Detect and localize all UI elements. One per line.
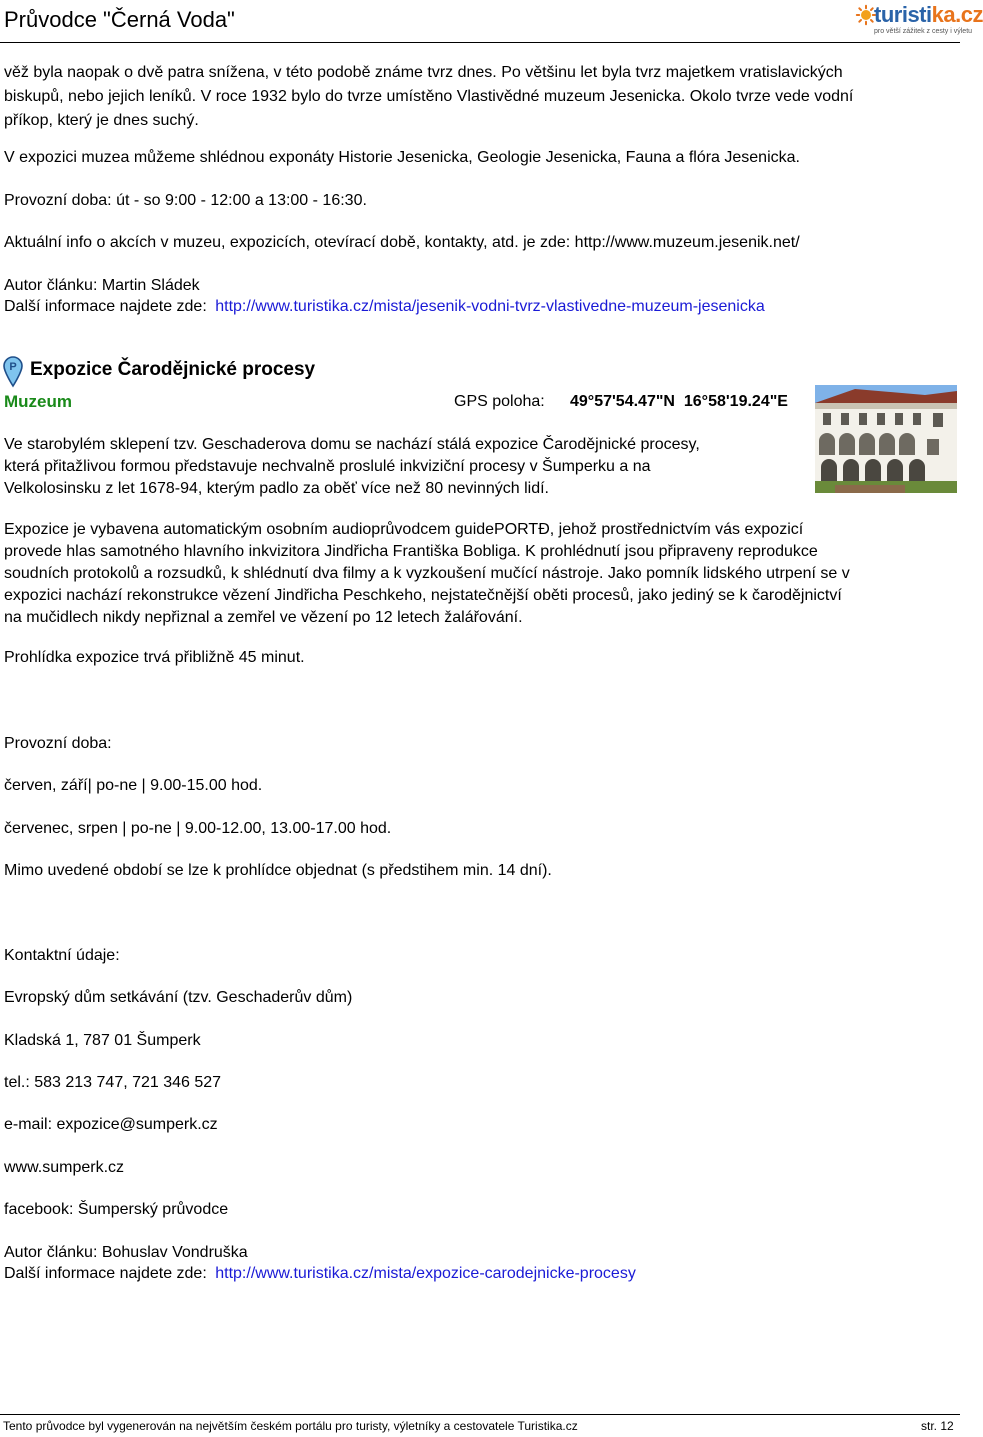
exhibits-paragraph: V expozici muzea můžeme shlédnou exponáty Historie Jesenicka, Geologie Jesenicka, Fauna a flóra Jesenicka. — [4, 149, 800, 166]
footer-note: Tento průvodce byl vygenerován na největším českém portálu pro turisty, výletníky a cestovatele Turistika.cz — [3, 1419, 578, 1433]
text-line: expozici nachází rekonstrukce vězení Jindřicha Peschkeho, nejstatečnější oběti procesů, jako jediný se k čarodějnictví — [4, 587, 842, 604]
opening-hours-paragraph: Provozní doba: út - so 9:00 - 12:00 a 13:00 - 16:30. — [4, 192, 367, 209]
text-line: Expozice je vybavena automatickým osobním audioprůvodcem guidePORTĐ, jehož prostřednictvím vás expozicí — [4, 521, 804, 538]
contact-facebook: facebook: Šumperský průvodce — [4, 1201, 229, 1218]
contact-heading: Kontaktní údaje: — [4, 947, 120, 964]
text-line: soudních protokolů a rozsudků, k shlédnutí dva filmy a k vyzkoušení mučící nástroje. Jako pomník lidského utrpení se v — [4, 565, 850, 582]
hours-row: červen, září| po-ne | 9.00-15.00 hod. — [4, 777, 263, 794]
text-line: biskupů, nebo jejich leníků. V roce 1932 bylo do tvrze umístěno Vlastivědné muzeum Jesenicka. Okolo tvrze vede vodní — [4, 88, 854, 105]
gps-latitude: 49°57'54.47"N — [570, 393, 675, 410]
gps-coordinates — [570, 391, 810, 413]
building-arcade-photo — [815, 385, 957, 493]
more-info-link[interactable]: http://www.turistika.cz/mista/expozice-carodejnicke-procesy — [215, 1265, 636, 1282]
text-line: Ve starobylém sklepení tzv. Geschaderova domu se nachází stálá expozice Čarodějnické procesy, — [4, 436, 700, 453]
contact-name: Evropský dům setkávání (tzv. Geschaderův dům) — [4, 989, 353, 1006]
logo-word-part1: turisti — [874, 2, 932, 27]
map-pin-icon — [2, 355, 24, 387]
text-line: Velkolosinsku z let 1678-94, kterým padlo za oběť více než 80 nevinných lidí. — [4, 480, 549, 497]
text-line: věž byla naopak o dvě patra snížena, v této podobě známe tvrz dnes. Po většinu let byla tvrz majetkem vratislavických — [4, 64, 843, 81]
gps-longitude: 16°58'19.24"E — [683, 393, 788, 410]
text-line: na mučidlech nikdy nepřiznal a zemřel ve vězení po 12 letech žalářování. — [4, 609, 523, 626]
poi-category: Muzeum — [4, 392, 72, 411]
hours-row: červenec, srpen | po-ne | 9.00-12.00, 13.00-17.00 hod. — [4, 820, 392, 837]
contact-email: e-mail: expozice@sumperk.cz — [4, 1116, 218, 1133]
text-line: provede hlas samotného hlavního inkvizitora Jindřicha Františka Bobliga. K prohlédnutí jsou připraveny reprodukce — [4, 543, 818, 560]
more-info-label: Další informace najdete zde: — [4, 298, 207, 315]
hours-note: Mimo uvedené období se lze k prohlídce objednat (s předstihem min. 14 dní). — [4, 862, 552, 879]
logo-word-part2: ka.cz — [931, 2, 983, 27]
text-line: příkop, který je dnes suchý. — [4, 112, 199, 129]
intro-paragraph — [4, 62, 853, 132]
sun-logo-icon — [856, 5, 876, 25]
logo-wordmark — [874, 2, 983, 28]
text-line: která přitažlivou formou představuje nechvalně proslulé inkviziční procesy v Šumperku a na — [4, 458, 651, 475]
more-info-label: Další informace najdete zde: — [4, 1265, 207, 1282]
more-info-row — [4, 296, 765, 318]
gps-label: GPS poloha: — [454, 393, 545, 410]
poi-exposition — [4, 519, 954, 629]
more-info-row — [4, 1263, 636, 1285]
map-pin-letter: P — [9, 361, 17, 373]
contact-web: www.sumperk.cz — [4, 1159, 125, 1176]
contact-address: Kladská 1, 787 01 Šumperk — [4, 1032, 201, 1049]
article-author: Autor článku: Bohuslav Vondruška — [4, 1244, 248, 1261]
article-author: Autor článku: Martin Sládek — [4, 277, 200, 294]
document-title: Průvodce "Černá Voda" — [4, 7, 235, 32]
poi-title: Expozice Čarodějnické procesy — [30, 359, 316, 380]
turistika-logo[interactable] — [856, 2, 983, 39]
contact-phone: tel.: 583 213 747, 721 346 527 — [4, 1074, 222, 1091]
info-paragraph: Aktuální info o akcích v muzeu, expozicích, otevírací době, kontakty, atd. je zde: http://www.muzeum.jesenik.net/ — [4, 234, 800, 251]
poi-description — [4, 434, 810, 500]
hours-heading: Provozní doba: — [4, 735, 112, 752]
more-info-link[interactable]: http://www.turistika.cz/mista/jesenik-vodni-tvrz-vlastivedne-muzeum-jesenicka — [215, 298, 765, 315]
poi-duration: Prohlídka expozice trvá přibližně 45 minut. — [4, 649, 305, 666]
page-number: str. 12 — [921, 1419, 954, 1433]
logo-tagline: pro větší zážitek z cesty i výletu — [874, 28, 973, 35]
